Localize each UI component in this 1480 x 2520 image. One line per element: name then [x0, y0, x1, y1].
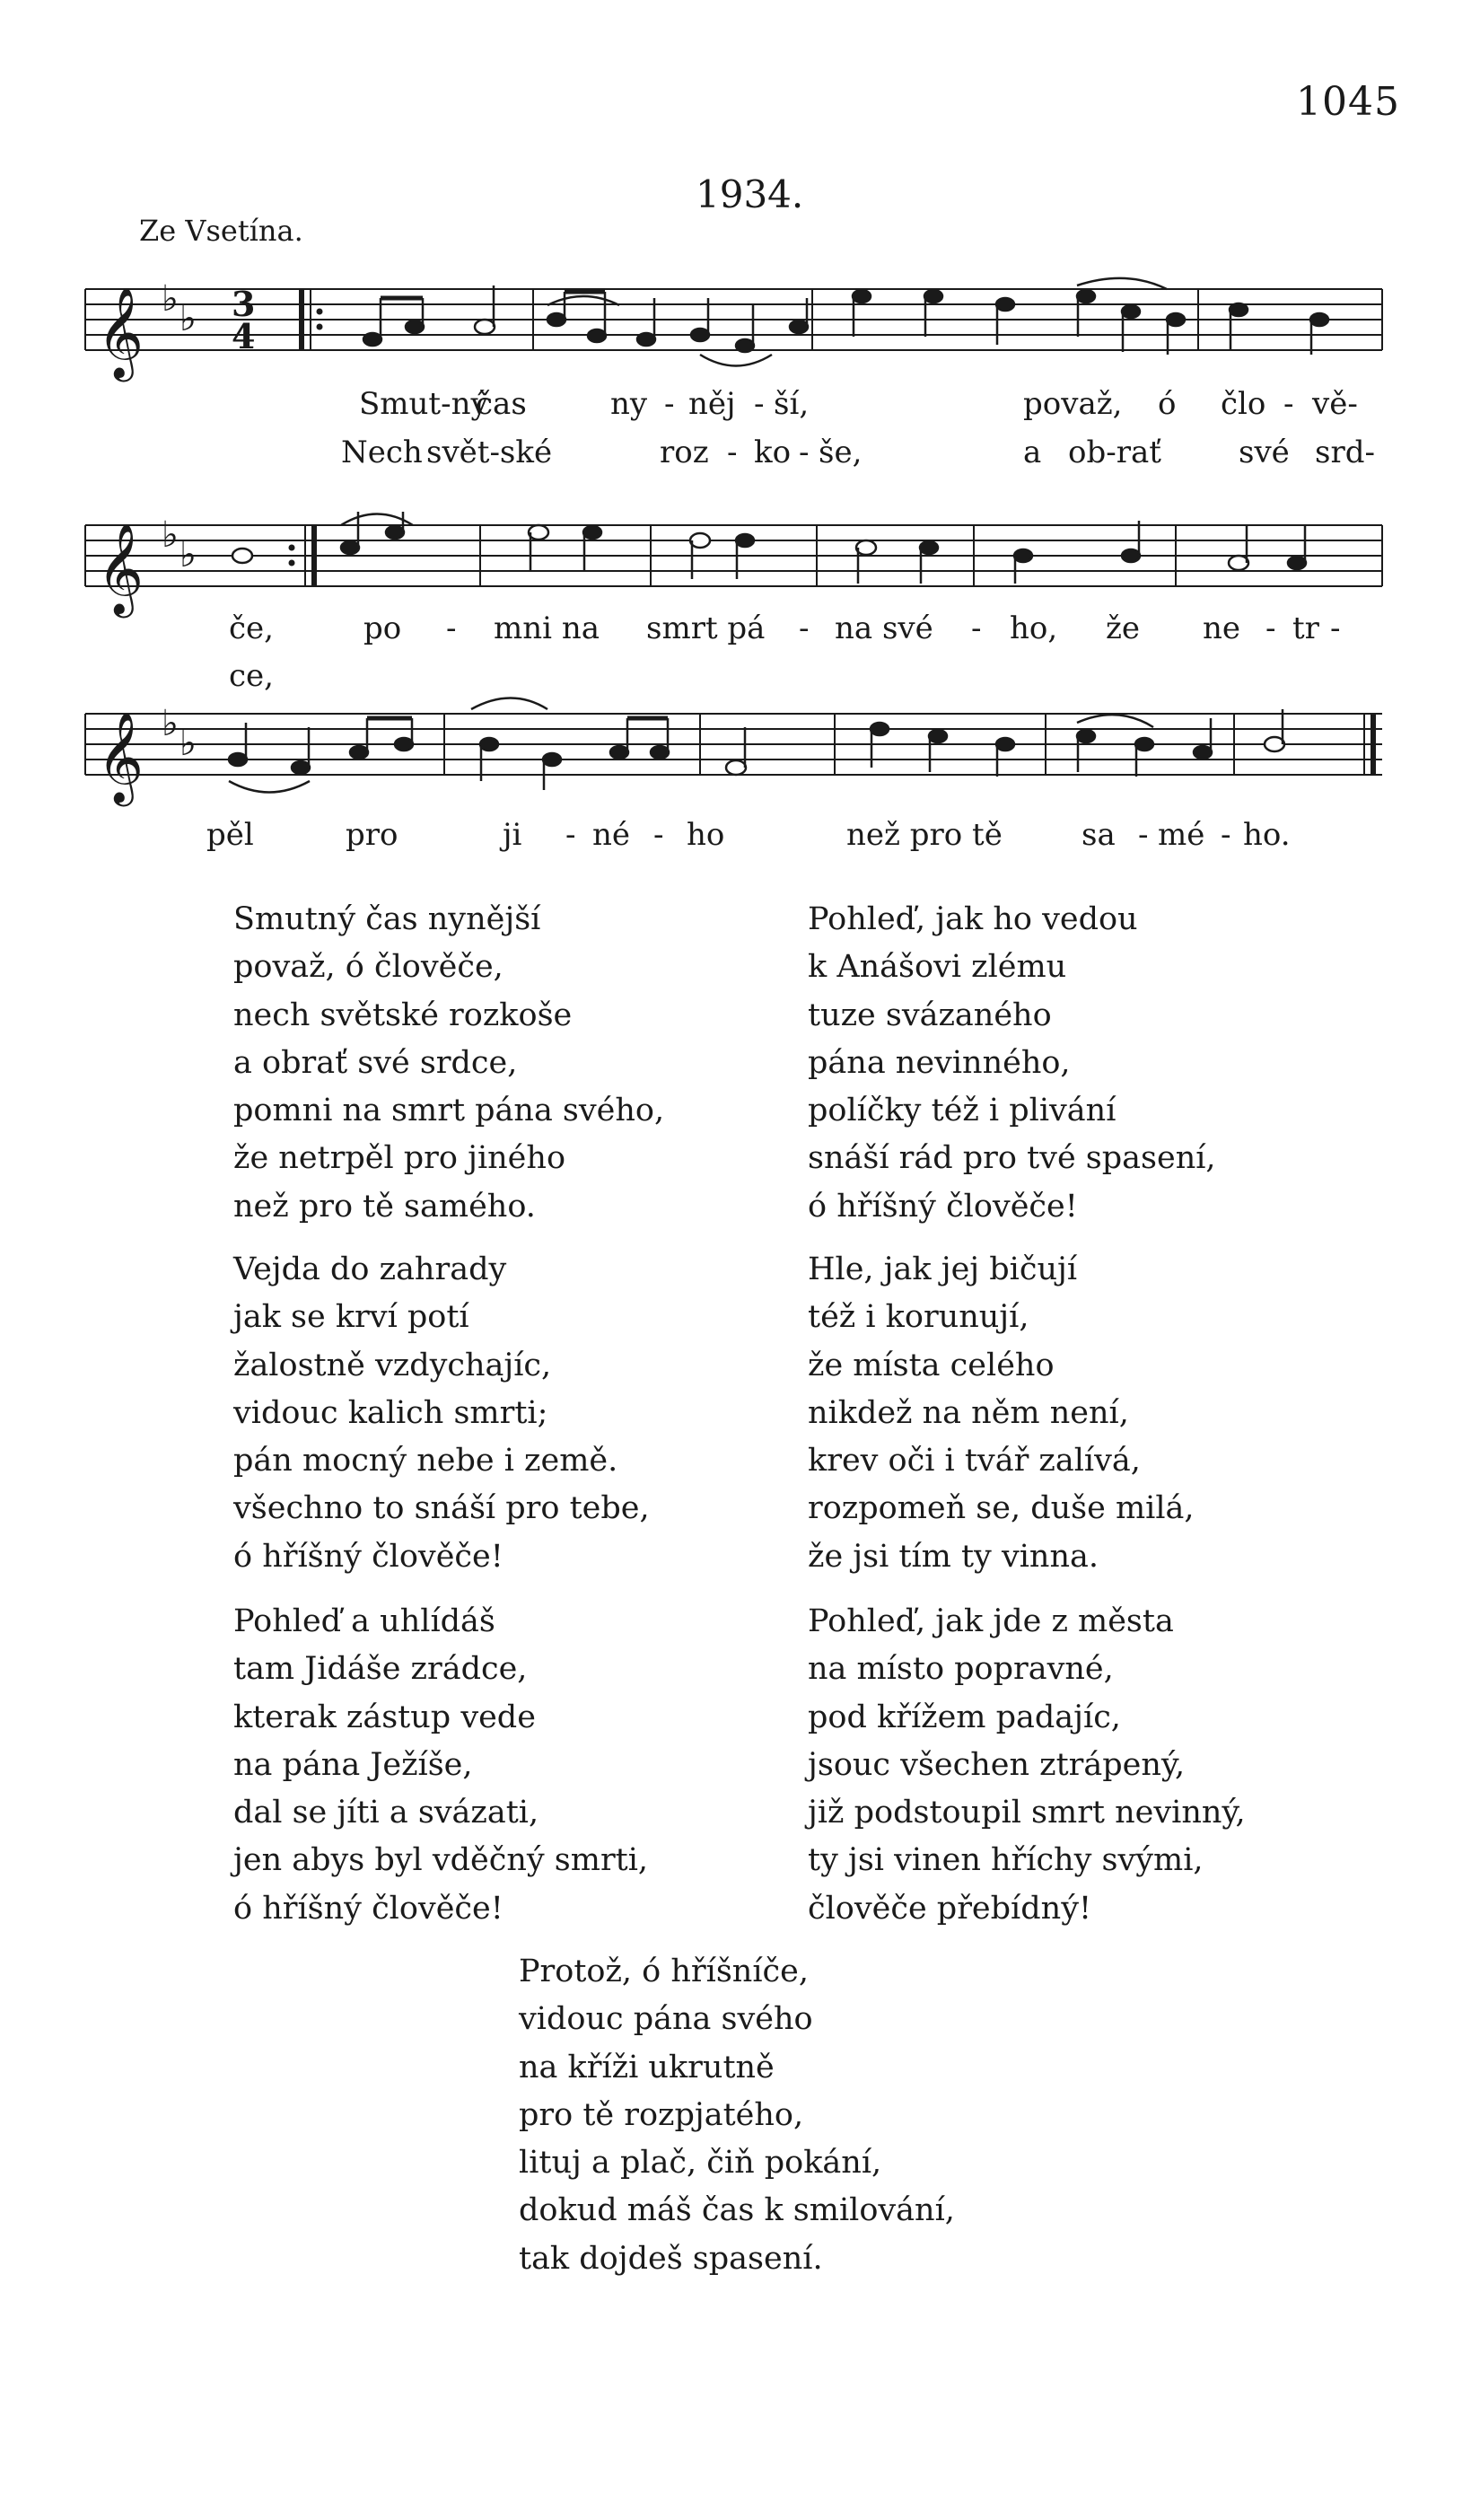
lyric: ho,	[1010, 610, 1058, 646]
song-number: 1934.	[696, 172, 804, 216]
stanza-left-1: Smutný čas nynější považ, ó člověče, nech světské rozkoše a obrať své srdce, pomni na smrt pána svého, že netrpěl pro jiného než pro tě samého.	[233, 901, 665, 1225]
lyric: -	[971, 610, 982, 646]
lyric: Smut-ný	[359, 386, 488, 422]
stanza-right-3: Pohleď, jak jde z města na místo popravné, pod křížem padajíc, jsouc všechen ztrápený, již podstoupil smrt nevinný, ty jsi vinen hříchy svými, člověče přebídný!	[808, 1603, 1246, 1927]
lyric: sa	[1082, 817, 1116, 853]
svg-text:♭: ♭	[162, 703, 179, 744]
stanza-left-2: Vejda do zahrady jak se krví potí žalostně vzdychajíc, vidouc kalich smrti; pán mocný nebe i země. všechno to snáší pro tebe, ó hříšný člověče!	[233, 1251, 650, 1575]
lyric: člo	[1221, 386, 1266, 422]
lyric: ny	[610, 386, 648, 422]
lyric: -	[754, 386, 765, 422]
lyric: -	[799, 610, 810, 646]
treble-clef-icon: 𝄞	[97, 285, 144, 378]
lyric: -	[727, 435, 738, 470]
song-source: Ze Vsetína.	[139, 214, 303, 248]
svg-text:♭: ♭	[180, 298, 197, 339]
stanza-right-1: Pohleď, jak ho vedou k Anášovi zlému tuze svázaného pána nevinného, políčky též i plivání snáší rád pro tvé spasení, ó hříšný člověče!	[808, 901, 1216, 1225]
lyric: če,	[229, 610, 274, 646]
lyric: že	[1106, 610, 1141, 646]
time-signature-bottom: 4	[232, 316, 256, 356]
lyric: roz	[660, 435, 709, 470]
treble-clef-icon: 𝄞	[97, 522, 144, 614]
lyric: -	[1265, 610, 1276, 646]
lyric: mé	[1158, 817, 1205, 853]
lyric: tr	[1292, 610, 1319, 646]
lyric: -	[799, 435, 810, 470]
lyric: -	[446, 610, 457, 646]
lyric: své	[1239, 435, 1290, 470]
notes-staff-1	[363, 278, 1328, 366]
svg-text:♭: ♭	[162, 278, 179, 320]
lyric: Nech	[341, 435, 423, 470]
page-number: 1045	[1296, 79, 1400, 125]
lyric: -	[1330, 610, 1341, 646]
lyric: a	[1023, 435, 1042, 470]
svg-text:♭: ♭	[162, 514, 179, 556]
time-signature-top: 3	[232, 284, 256, 324]
lyric: -	[565, 817, 576, 853]
notes-staff-2	[232, 512, 1306, 584]
lyric: -	[1138, 817, 1149, 853]
svg-text:♭: ♭	[180, 723, 197, 764]
lyric: vě-	[1312, 386, 1358, 422]
lyric: považ,	[1023, 386, 1123, 422]
lyric: ó	[1158, 386, 1177, 422]
lyric: smrt pá	[646, 610, 766, 646]
staff-2	[85, 525, 1382, 586]
staff-1	[85, 289, 1382, 350]
lyric: pěl	[206, 817, 254, 853]
lyric: še,	[819, 435, 863, 470]
stanza-right-2: Hle, jak jej bičují též i korunují, že místa celého nikdež na něm není, krev oči i tvář zalívá, rozpomeň se, duše milá, že jsi tím ty vinna.	[808, 1251, 1195, 1575]
lyric: ho	[687, 817, 725, 853]
lyric: -	[1283, 386, 1294, 422]
lyric: ji	[503, 817, 522, 853]
lyric: mni na	[494, 610, 600, 646]
lyric: -	[664, 386, 675, 422]
lyric: ho.	[1243, 817, 1291, 853]
lyric: ší,	[774, 386, 810, 422]
lyric: čas	[476, 386, 527, 422]
lyric: po	[363, 610, 402, 646]
lyric: na své	[835, 610, 933, 646]
lyric: ob-rať	[1068, 435, 1161, 470]
lyric: svět-ské	[426, 435, 553, 470]
lyric: ce,	[229, 658, 274, 694]
lyric: -	[1221, 817, 1231, 853]
lyric: než pro tě	[846, 817, 1003, 853]
music-score	[0, 0, 1480, 862]
lyric: srd-	[1315, 435, 1375, 470]
lyric: ne	[1203, 610, 1241, 646]
lyric: pro	[346, 817, 398, 853]
lyric: né	[592, 817, 631, 853]
lyric: ko	[754, 435, 792, 470]
stanza-left-3: Pohleď a uhlídáš tam Jidáše zrádce, kterak zástup vede na pána Ježíše, dal se jíti a svázati, jen abys byl vděčný smrti, ó hříšný člověče!	[233, 1603, 649, 1927]
lyric: -	[653, 817, 664, 853]
lyric: něj	[688, 386, 736, 422]
svg-text:♭: ♭	[180, 534, 197, 575]
stanza-final: Protož, ó hříšníče, vidouc pána svého na kříži ukrutně pro tě rozpjatého, lituj a plač, čiň pokání, dokud máš čas k smilování, tak dojdeš spasení.	[519, 1954, 955, 2277]
treble-clef-icon: 𝄞	[97, 710, 144, 803]
